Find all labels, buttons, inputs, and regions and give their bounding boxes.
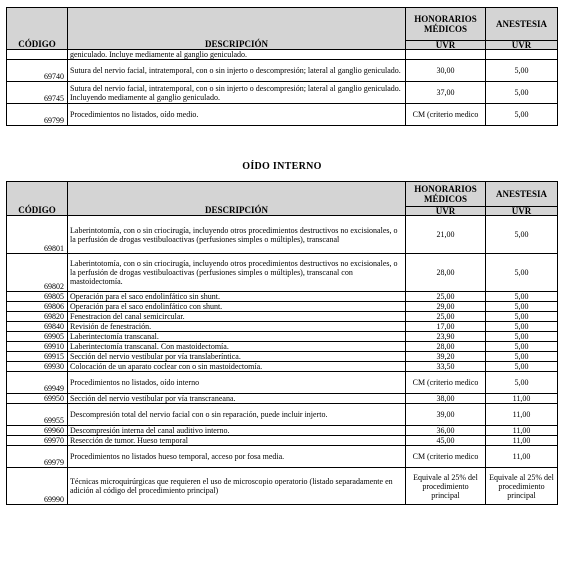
- honorarios-value: Equivale al 25% del procedimiento principal: [406, 468, 486, 505]
- honorarios-value: 30,00: [406, 60, 486, 82]
- anestesia-value: Equivale al 25% del procedimiento principal: [486, 468, 558, 505]
- procedure-code: 69740: [7, 60, 68, 82]
- procedure-code: 69806: [7, 302, 68, 312]
- honorarios-value: CM (criterio medico: [406, 372, 486, 394]
- table-row: [7, 312, 558, 322]
- anestesia-value: 5,00: [486, 322, 558, 332]
- honorarios-value: 17,00: [406, 322, 486, 332]
- honorarios-value: 45,00: [406, 436, 486, 446]
- header-uvr-honorarios: UVR: [406, 41, 486, 50]
- anestesia-value: 5,00: [486, 312, 558, 322]
- procedure-code: 69801: [7, 216, 68, 254]
- procedure-code: 69799: [7, 104, 68, 126]
- procedure-code: 69955: [7, 404, 68, 426]
- anestesia-value: 5,00: [486, 352, 558, 362]
- section-title: OÍDO INTERNO: [242, 161, 322, 172]
- anestesia-value: 5,00: [486, 332, 558, 342]
- procedure-code: 69990: [7, 468, 68, 505]
- table-row: [7, 372, 558, 394]
- procedure-code: 69840: [7, 322, 68, 332]
- honorarios-value: 25,00: [406, 292, 486, 302]
- table-row: [7, 446, 558, 468]
- procedure-description: Descompresión total del nervio facial con o sin reparación, puede incluir injerto.: [68, 404, 406, 426]
- table-row: [7, 302, 558, 312]
- procedure-code: 69820: [7, 312, 68, 322]
- anestesia-value: 5,00: [486, 302, 558, 312]
- table-row: [7, 104, 558, 126]
- procedure-description: Sección del nervio vestibular por vía translaberíntica.: [68, 352, 406, 362]
- procedure-description: Colocación de un aparato coclear con o sin mastoidectomía.: [68, 362, 406, 372]
- honorarios-value: 36,00: [406, 426, 486, 436]
- procedure-description: Operación para el saco endolinfático con shunt.: [68, 302, 406, 312]
- procedure-description: Sutura del nervio facial, intratemporal, con o sin injerto o descompresión; lateral al ganglio geniculado.: [68, 60, 406, 82]
- procedure-code: 69802: [7, 254, 68, 292]
- header-anestesia: ANESTESIA: [486, 8, 558, 41]
- table-row: [7, 468, 558, 505]
- procedure-description: Revisión de fenestración.: [68, 322, 406, 332]
- anestesia-value: 5,00: [486, 82, 558, 104]
- anestesia-value: 5,00: [486, 292, 558, 302]
- procedure-code: 69960: [7, 426, 68, 436]
- table-row: [7, 50, 558, 60]
- header-uvr-honorarios: UVR: [406, 207, 486, 216]
- procedure-code: 69805: [7, 292, 68, 302]
- procedure-description: Fenestracion del canal semicircular.: [68, 312, 406, 322]
- procedure-description: Operación para el saco endolinfático sin shunt.: [68, 292, 406, 302]
- procedure-description: Laberintectomía transcanal.: [68, 332, 406, 342]
- header-codigo: CÓDIGO: [7, 8, 68, 50]
- header-anestesia: ANESTESIA: [486, 182, 558, 207]
- anestesia-value: 5,00: [486, 372, 558, 394]
- table-oido-medio: [6, 7, 558, 126]
- table-row: [7, 362, 558, 372]
- procedure-description: geniculado. Incluye mediamente al ganglio geniculado.: [68, 50, 406, 60]
- procedure-description: Laberintotomía, con o sin criocirugía, incluyendo otros procedimientos destructivos no excisionales, o la perfusión de drogas vestibuloactivas (perfusiones simples o múltiples), transcanal: [68, 216, 406, 254]
- anestesia-value: 11,00: [486, 404, 558, 426]
- anestesia-value: 5,00: [486, 60, 558, 82]
- anestesia-value: 11,00: [486, 436, 558, 446]
- honorarios-value: 25,00: [406, 312, 486, 322]
- procedure-description: Sección del nervio vestibular por vía transcraneana.: [68, 394, 406, 404]
- procedure-code: 69745: [7, 82, 68, 104]
- honorarios-value: 39,20: [406, 352, 486, 362]
- honorarios-value: [406, 50, 486, 60]
- anestesia-value: 11,00: [486, 426, 558, 436]
- procedure-description: Procedimientos no listados, oído medio.: [68, 104, 406, 126]
- table-row: [7, 216, 558, 254]
- procedure-description: Descompresión interna del canal auditivo interno.: [68, 426, 406, 436]
- table-row: [7, 82, 558, 104]
- table-row: [7, 60, 558, 82]
- header-honorarios: HONORARIOS MÉDICOS: [406, 8, 486, 41]
- honorarios-value: 28,00: [406, 254, 486, 292]
- table-row: [7, 404, 558, 426]
- table-row: [7, 292, 558, 302]
- honorarios-value: CM (criterio medico: [406, 446, 486, 468]
- honorarios-value: 21,00: [406, 216, 486, 254]
- table-row: [7, 436, 558, 446]
- honorarios-value: 23,90: [406, 332, 486, 342]
- header-uvr-anestesia: UVR: [486, 41, 558, 50]
- table-row: [7, 426, 558, 436]
- anestesia-value: 5,00: [486, 362, 558, 372]
- anestesia-value: 5,00: [486, 254, 558, 292]
- honorarios-value: 37,00: [406, 82, 486, 104]
- procedure-code: 69910: [7, 342, 68, 352]
- table-row: [7, 322, 558, 332]
- anestesia-value: 5,00: [486, 216, 558, 254]
- procedure-description: Procedimientos no listados hueso temporal, acceso por fosa media.: [68, 446, 406, 468]
- header-descripcion: DESCRIPCIÓN: [68, 182, 406, 216]
- header-descripcion: DESCRIPCIÓN: [68, 8, 406, 50]
- procedure-description: Laberintectomía transcanal. Con mastoidectomía.: [68, 342, 406, 352]
- anestesia-value: 5,00: [486, 342, 558, 352]
- honorarios-value: 28,00: [406, 342, 486, 352]
- procedure-code: 69949: [7, 372, 68, 394]
- table-row: [7, 342, 558, 352]
- table-row: [7, 352, 558, 362]
- honorarios-value: 38,00: [406, 394, 486, 404]
- table-oido-interno: [6, 181, 558, 505]
- procedure-description: Sutura del nervio facial, intratemporal, con o sin injerto o descompresión; lateral al ganglio geniculado. Incluyendo mediamente al ganglio geniculado.: [68, 82, 406, 104]
- procedure-code: 69970: [7, 436, 68, 446]
- table-row: [7, 394, 558, 404]
- anestesia-value: 11,00: [486, 394, 558, 404]
- procedure-code: 69950: [7, 394, 68, 404]
- header-codigo: CÓDIGO: [7, 182, 68, 216]
- procedure-description: Resección de tumor. Hueso temporal: [68, 436, 406, 446]
- honorarios-value: 29,00: [406, 302, 486, 312]
- procedure-description: Procedimientos no listados, oído interno: [68, 372, 406, 394]
- honorarios-value: 33,50: [406, 362, 486, 372]
- header-honorarios: HONORARIOS MÉDICOS: [406, 182, 486, 207]
- header-uvr-anestesia: UVR: [486, 207, 558, 216]
- anestesia-value: 5,00: [486, 104, 558, 126]
- procedure-description: Laberintotomía, con o sin criocirugía, incluyendo otros procedimientos destructivos no excisionales, o la perfusión de drogas vestibuloactivas (perfusiones simples o múltiples), transcanal con mastoidectomía.: [68, 254, 406, 292]
- honorarios-value: CM (criterio medico: [406, 104, 486, 126]
- table-row: [7, 332, 558, 342]
- procedure-description: Técnicas microquirúrgicas que requieren el uso de microscopio operatorio (listado separadamente en adición al código del procedimiento principal): [68, 468, 406, 505]
- procedure-code: 69915: [7, 352, 68, 362]
- procedure-code: 69905: [7, 332, 68, 342]
- table-row: [7, 254, 558, 292]
- procedure-code: 69930: [7, 362, 68, 372]
- procedure-code: 69979: [7, 446, 68, 468]
- honorarios-value: 39,00: [406, 404, 486, 426]
- anestesia-value: [486, 50, 558, 60]
- anestesia-value: 11,00: [486, 446, 558, 468]
- procedure-code: [7, 50, 68, 60]
